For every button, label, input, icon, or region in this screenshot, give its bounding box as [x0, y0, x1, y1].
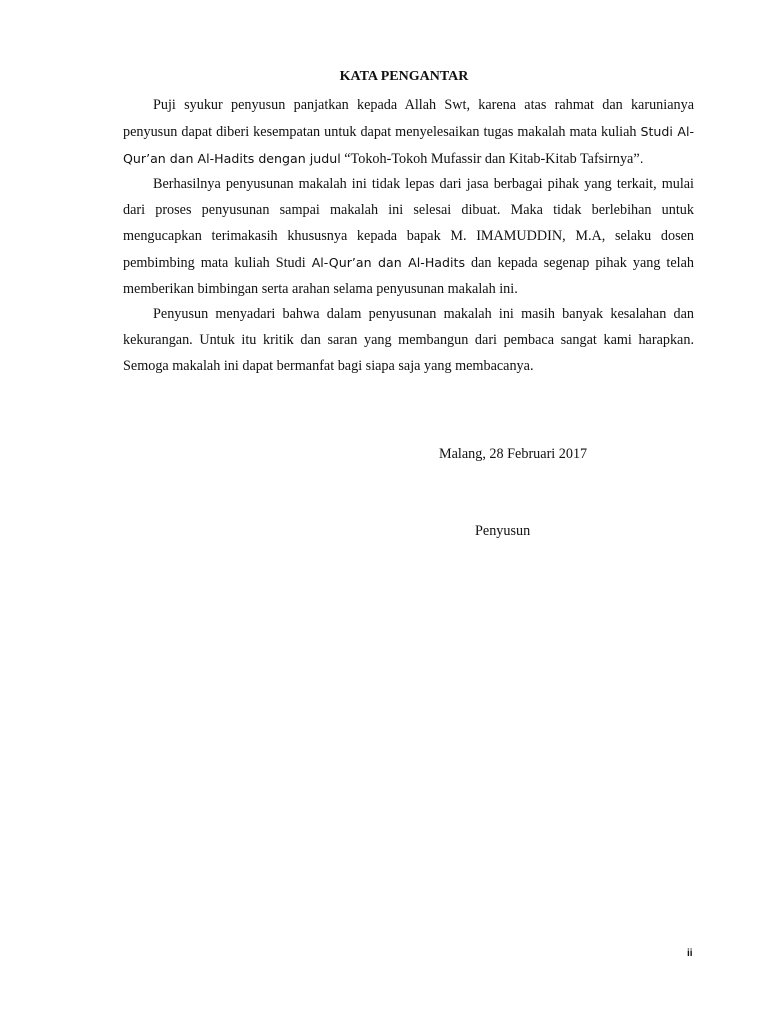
page-number: ii [687, 948, 693, 959]
paragraph-1-period: . [639, 150, 644, 166]
paragraph-1-course-name: Studi Al-Qur’an dan Al-Hadits dengan judul [123, 123, 694, 166]
page-title: KATA PENGANTAR [339, 69, 469, 84]
author-signature-label: Penyusun [475, 523, 531, 539]
place-date: Malang, 28 Februari 2017 [439, 446, 588, 462]
paragraph-2-course-name: Al-Qur’an dan Al-Hadits [311, 254, 466, 270]
paragraph-1-text-a: Puji syukur penyusun panjatkan kepada Allah Swt, karena atas rahmat dan karunianya penyusun dapat diberi kesempatan untuk dapat menyelesaikan tugas makalah mata kuliah [123, 97, 694, 140]
document-body [123, 93, 694, 380]
paragraph-1-text-b: “Tokoh-Tokoh Mufassir dan Kitab-Kitab Tafsirnya” [340, 150, 640, 167]
paragraph-3: Penyusun menyadari bahwa dalam penyusunan makalah ini masih banyak kesalahan dan kekurangan. Untuk itu kritik dan saran yang membangun dari pembaca sangat kami harapkan. Semoga makalah ini dapat bermanfat bagi siapa saja yang membacanya. [123, 306, 694, 374]
paragraph-2 [123, 172, 694, 302]
paragraph-1 [123, 93, 694, 172]
paragraph-2-text-b: dan kepada segenap pihak yang telah memberikan bimbingan serta arahan selama penyusunan makalah ini. [123, 254, 694, 297]
paragraph-2-text-a: Berhasilnya penyusunan makalah ini tidak lepas dari jasa berbagai pihak yang terkait, mulai dari proses penyusunan sampai makalah ini selesai dibuat. Maka tidak berlebihan untuk mengucapkan terimakasih khususnya kepada bapak M. IMAMUDDIN, M.A, selaku dosen pembimbing mata kuliah Studi [123, 176, 694, 271]
